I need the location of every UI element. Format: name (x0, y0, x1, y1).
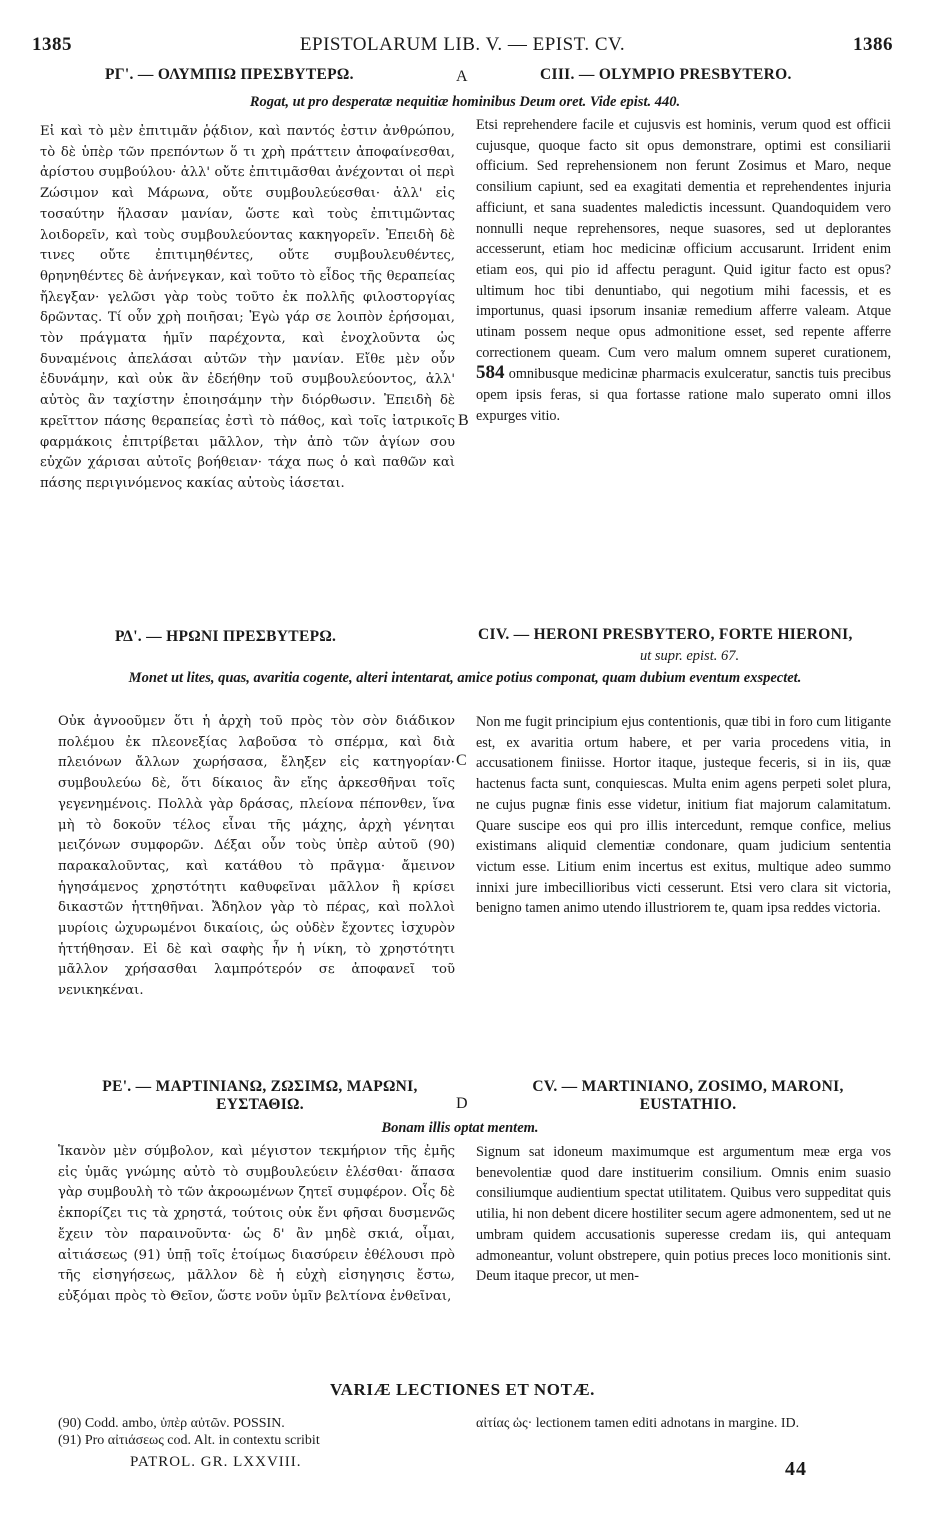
ep103-summary: Rogat, ut pro desperatæ nequitiæ hominibus Deum oret. Vide epist. 440. (249, 94, 681, 110)
running-title: EPISTOLARUM LIB. V. — EPIST. CV. (299, 34, 626, 55)
note-90: (90) Codd. ambo, ὑπὲρ αὐτῶν. POSSIN. (58, 1416, 285, 1431)
note-91: (91) Pro αἰτιάσεως cod. Alt. in contextu scribit (58, 1433, 320, 1448)
ep103-latin-text (476, 115, 891, 590)
ep104-greek-text: Οὐκ ἀγνοοῦμεν ὅτι ἡ ἀρχὴ τοῦ πρὸς τὸν σὸν διάδικον πολέμου ἐκ πλεονεξίας λαβοῦσα τὸ σπέρμα, καὶ διὰ πλειόνων ἄλλων χωρήσασα, ἔληξεν εἰς κατηγορίαν· συμβουλεύω δὲ, ὅτι δίκαιος ἂν εἴης ἀρκεσθῆναι τοῖς γεγενημένοις. Πολλὰ γὰρ δράσας, πλείονα πέπονθεν, ἵνα μὴ τὸ δοκοῦν τέλος εἶναι τῆς μάχης, ἀρχὴ γένηται μειζόνων συμφορῶν. Δέξαι οὖν τοὺς ὑπὲρ αὐτοῦ (90) παρακαλοῦντας, καὶ κατάθου τὸ πρᾶγμα· ἄμεινον ἡγησάμενος χρηστότητι καθυφεῖναι μᾶλλον ἢ κρίσει δικαστῶν ἡττηθῆναι. Ἄδηλον γὰρ τὸ πέρας, καὶ πολλοὶ μυρίοις ὠχυρωμένοι δικαίοις, ὡς οὐδὲν ἔχοντες ἰσχυρὸν ἡττήθησαν. Εἰ δὲ καὶ σαφὴς ἦν ἡ νίκη, τὸ χρηστότητι μᾶλλον χρήσασθαι λαμπρότερόν σε ἀποφανεῖ τοῦ νενικηκέναι. (58, 714, 455, 999)
ep105-latin-title-1: CV. — MARTINIANO, ZOSIMO, MARONI, (532, 1078, 844, 1095)
ep104-summary: Monet ut lites, quas, avaritia cogente, alteri intentarat, amice potius componat, quam dubium eventum exspectet. (128, 670, 802, 686)
ep105-summary: Bonam illis optat mentem. (381, 1120, 539, 1136)
note-91-continued: αἰτίας ὡς· lectionem tamen editi adnotans in margine. ID. (476, 1416, 800, 1431)
ep105-greek-title-2: ΕΥΣΤΑΘΙΩ. (216, 1096, 304, 1113)
ep105-latin-text: Signum sat idoneum maximumque est argumentum meæ erga vos benevolentiæ quod dare instituerim consilium. Omnis enim suasio consiliumque audientium spectat utilitatem. Quibus vero suppeditat quis utilia, hi non debent dicere hostiliter secum agere admonentem, sed ut ne umbram quidem accusationis superesse credam iis, qui antequam admoneantur, volunt obstrepere, quin potius preces loco monitionis sint. Deum itaque precor, ut men- (476, 1144, 891, 1285)
ep103-latin-body-end: omnibusque medicinæ pharmacis exulceratur, sanctis tuis precibus opem ipsis feras, si qua fortasse ratione malo superato omni illos expurges vitio. (476, 366, 891, 424)
margin-letter-b: B (458, 412, 469, 429)
margin-letter-d: D (456, 1095, 468, 1112)
ep105-latin-title-2: EUSTATHIO. (639, 1096, 737, 1113)
ep103-greek-title: ΡΓ'. — ΟΛΥΜΠΙΩ ΠΡΕΣΒΥΤΕΡΩ. (105, 66, 354, 83)
ep103-greek-text: Εἰ καὶ τὸ μὲν ἐπιτιμᾶν ῥᾴδιον, καὶ παντός ἐστιν ἀνθρώπου, τὸ δὲ ὑπὲρ τῶν πρεπόντων ὅ τι χρὴ πράττειν ἀποφαίνεσθαι, ἀρίστου συμβούλου· ἀλλ' οὔτε ἐπιτιμᾶσθαι ἀνέχονται οἱ περὶ Ζώσιμον καὶ Μάρωνα, οὔτε συμβουλεύεσθαι· ἀλλ' εἰς τοσαύτην ἥλασαν μανίαν, ὥστε καὶ τοὺς ἐπιτιμῶντας λοιδορεῖν, καὶ τοὺς συμβουλεύοντας κακηγορεῖν. Ἐπειδὴ δὲ τινες οὔτε ἐπιτιμηθέντες, οὔτε συμβουλευθέντες, θρηνηθέντες δὲ ἀνήνεγκαν, καὶ τοῦτο τὸ εἶδος τῆς θεραπείας ἤλεγξαν· γελῶσι γὰρ τοὺς τοῦτο ἐκ πολλῆς φιλοστοργίας δρῶντας. Τί οὖν χρὴ ποιῆσαι; Ἐγὼ γάρ σε λοιπὸν ἐρήσομαι, τὸν πράγματα ἡμῖν παρέχοντα, καὶ ἐνοχλοῦντα ὡς δυναμένοις ἀπελάσαι αὐτῶν τὴν μανίαν. Εἴθε μὲν οὖν ἐδυνάμην, καὶ οὐκ ἂν ἐδεήθην τοῦ συμβουλεύοντος, ἀλλ' αὐτὸς ἂν ταχίστην ἐποιησάμην τὴν διόρθωσιν. Ἐπειδὴ δὲ κρεῖττον πάσης θεραπείας ἐστὶ τὸ πάθος, καὶ τοῖς ἰατρικοῖς φαρμάκοις ἐπιτρίβεται μᾶλλον, τὴν ἀπὸ τῶν ἁγίων σου εὐχῶν χάρισαι αὐτοῖς βοήθειαν· τάχα πως ὁ καὶ παθῶν καὶ πάσης περιγινόμενος κακίας αὐτοὺς ἰάσεται. (40, 124, 455, 491)
notes-title: VARIÆ LECTIONES ET NOTÆ. (329, 1380, 596, 1399)
margin-letter-a: A (456, 68, 468, 85)
ep103-latin-title: CIII. — OLYMPIO PRESBYTERO. (540, 66, 792, 83)
ep104-latin-title: CIV. — HERONI PRESBYTERO, FORTE HIERONI, (478, 626, 853, 643)
column-number-584: 584 (476, 362, 505, 384)
footer-gathering-number: 44 (785, 1458, 807, 1480)
running-header (32, 34, 893, 60)
ep104-latin-subtitle: ut supr. epist. 67. (640, 648, 740, 664)
footer-signature: PATROL. GR. LXXVIII. (130, 1454, 302, 1470)
page-number-right: 1386 (853, 34, 893, 55)
margin-letter-c: C (456, 752, 467, 769)
page-number-left: 1385 (32, 34, 72, 55)
ep104-greek-title: ΡΔ'. — ΗΡΩΝΙ ΠΡΕΣΒΥΤΕΡΩ. (115, 628, 337, 645)
ep105-greek-title-1: ΡΕ'. — ΜΑΡΤΙΝΙΑΝΩ, ΖΩΣΙΜΩ, ΜΑΡΩΝΙ, (102, 1078, 418, 1095)
ep103-latin-body: Etsi reprehendere facile et cujusvis est hominis, verum quod est officii cujusque, quoque facto sit opus demonstrare, optimi est consiliarii officium. Sed reprehensionem non ferunt Zosimus et Maro, neque consilium capiunt, sed ea exagitati dementia et reprehendentes injuria afficiunt, et sana suadentes maledictis incessunt. Quandoquidem vero nonnulli neque reprehensores, neque suasores, sed ut deplorantes accesserunt, etiam hoc medicinæ officium accusarunt. Irrident enim etiam eos, qui pio id affectu peragunt. Quid igitur facto est opus? ultimum hoc tibi denuntiabo, qui negotium mihi facessis, et es importunus, quasi ipsorum insaniæ remedium afferre valeam. Atque utinam possem neque opus admonitione esset, sed repente afferre correctionem queam. Cum vero malum omnem superet curationem, (476, 117, 891, 361)
ep104-latin-text: Non me fugit principium ejus contentionis, quæ tibi in foro cum litigante est, ex avaritia ortum habere, et per varia procedens vitia, in accusationem finiisse. Hortor itaque, justeque feceris, si in iis, quæ hactenus facta sunt, conquiescas. Multa enim agens perpeti solet plura, ne cujus pugnæ finis esse videtur, initium fiat majorum calamitatum. Quare suscipe eos qui pro illis intercedunt, remque confice, melius existimans aliquid clementiæ condonare, quam judicium sententia victum esse. Litium enim incertus est exitus, multique adeo summo innixi jure imbecillioribus victi cesserunt. Etsi vero clara sit victoria, benigno tamen animo utendo illustriorem te, quam ipsa reddes victoria. (476, 714, 891, 917)
ep105-greek-text: Ἱκανὸν μὲν σύμβολον, καὶ μέγιστον τεκμήριον τῆς ἐμῆς εἰς ὑμᾶς γνώμης αὐτὸ τὸ συμβουλεύειν ἑλέσθαι· ἅπασα γὰρ συμβουλὴ τὸ τῶν ἀκροωμένων ζητεῖ συμφέρον. Οἷς δὲ ἐκπορίζει τις τὰ χρηστά, τούτοις οὐκ ἔνι φῆσαι δυσμενῶς ἔχειν τὸν παραινοῦντα· ὡς δ' ἂν μηδὲ σκιά, οἶμαι, αἰτιάσεως (91) ὑπῇ τοῖς ἑτοίμως διασύρειν ἐθέλουσι πρὸ τῆς εἰσηγήσεως, μᾶλλον δὲ ἡ εὐχὴ εἰσηγησις ἔστω, εὐξόμαι πρὸς τὸ Θεῖον, ὥστε νοῦν ὑμῖν βελτίονα ἐνθεῖναι, (58, 1144, 455, 1304)
